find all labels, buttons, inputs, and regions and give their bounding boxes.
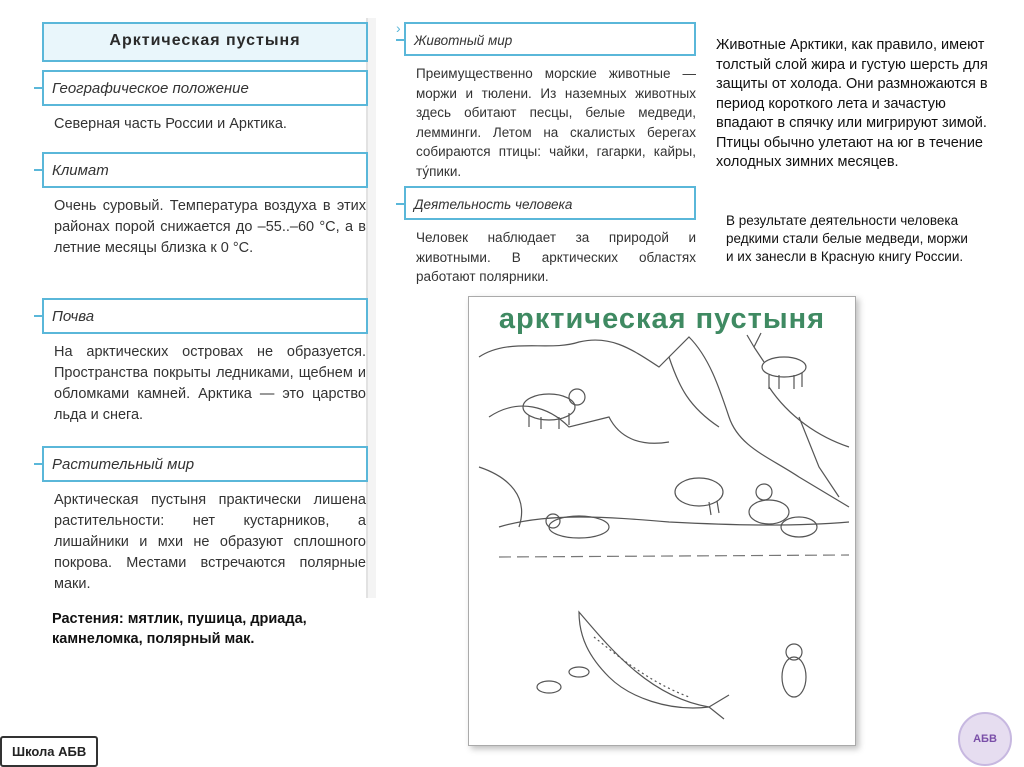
reindeer-drawing (747, 333, 806, 389)
animals-note: Животные Арктики, как правило, имеют толстый слой жира и густую шерсть для защиты от холода. Они размножаются в период короткого лета и зачастую впадают в спячку или мигрируют зимой. Птицы обычно улетают на юг в течение холодных зимних месяцев. (716, 37, 988, 170)
section-heading-soil: Почва (42, 298, 368, 334)
section-heading-flora: Растительный мир (42, 446, 368, 482)
plants-note: Растения: мятлик, пушица, дриада, камнеломка, полярный мак. (52, 611, 307, 647)
section-heading-climate: Климат (42, 152, 368, 188)
section-flora (42, 446, 368, 595)
picture-title: арктическая пустыня (498, 303, 826, 335)
footer-label: Школа АБВ (0, 736, 98, 767)
walrus-drawing (675, 478, 723, 515)
section-heading-fauna: Животный мир (404, 22, 696, 56)
human-impact-note: В результате деятельности человека редкими стали белые медведи, моржи и их занесли в Красную книгу России. (726, 213, 968, 264)
polar-bear-drawing (523, 389, 585, 429)
section-text-human-activity: Человек наблюдает за природой и животными. В арктических областях работают полярники. (416, 230, 696, 284)
section-text-fauna: Преимущественно морские животные — моржи и тюлени. Из наземных животных здесь обитают песцы, белые медведи, лемминги. Летом на скалистых берегах собираются птицы: чайки, гагарки, кайры, ту́пики. (416, 66, 696, 179)
section-heading-human-activity: Деятельность человека (404, 186, 696, 220)
arctic-scene-illustration (469, 297, 855, 745)
whale-drawing (579, 612, 729, 719)
school-logo (958, 712, 1012, 766)
section-text-geography: Северная часть России и Арктика. (54, 116, 287, 132)
chevron-right-icon: › (396, 20, 401, 36)
logo-text: АБВ (973, 733, 997, 745)
section-climate (42, 152, 368, 259)
seals-group-drawing (749, 484, 817, 537)
page-title: Арктическая пустыня (42, 22, 368, 62)
section-text-climate: Очень суровый. Температура воздуха в этих районах порой снижается до –55..–60 °С, а в летние месяцы близка к 0 °С. (54, 198, 366, 256)
section-heading-geography: Географическое положение (42, 70, 368, 106)
section-human-activity (404, 186, 696, 287)
section-soil (42, 298, 368, 426)
coloring-picture (468, 296, 856, 746)
puffin-drawing (782, 644, 806, 697)
section-text-flora: Арктическая пустыня практически лишена растительности: нет кустарников, а лишайники и мхи не образуют сплошного покрова. Местами встречаются полярные маки. (54, 492, 366, 592)
section-text-soil: На арктических островах не образуется. Пространства покрыты ледниками, щебнем и обломками камней. Арктика — это царство льда и снега. (54, 344, 366, 423)
section-geography (42, 70, 368, 135)
section-fauna (396, 20, 696, 181)
